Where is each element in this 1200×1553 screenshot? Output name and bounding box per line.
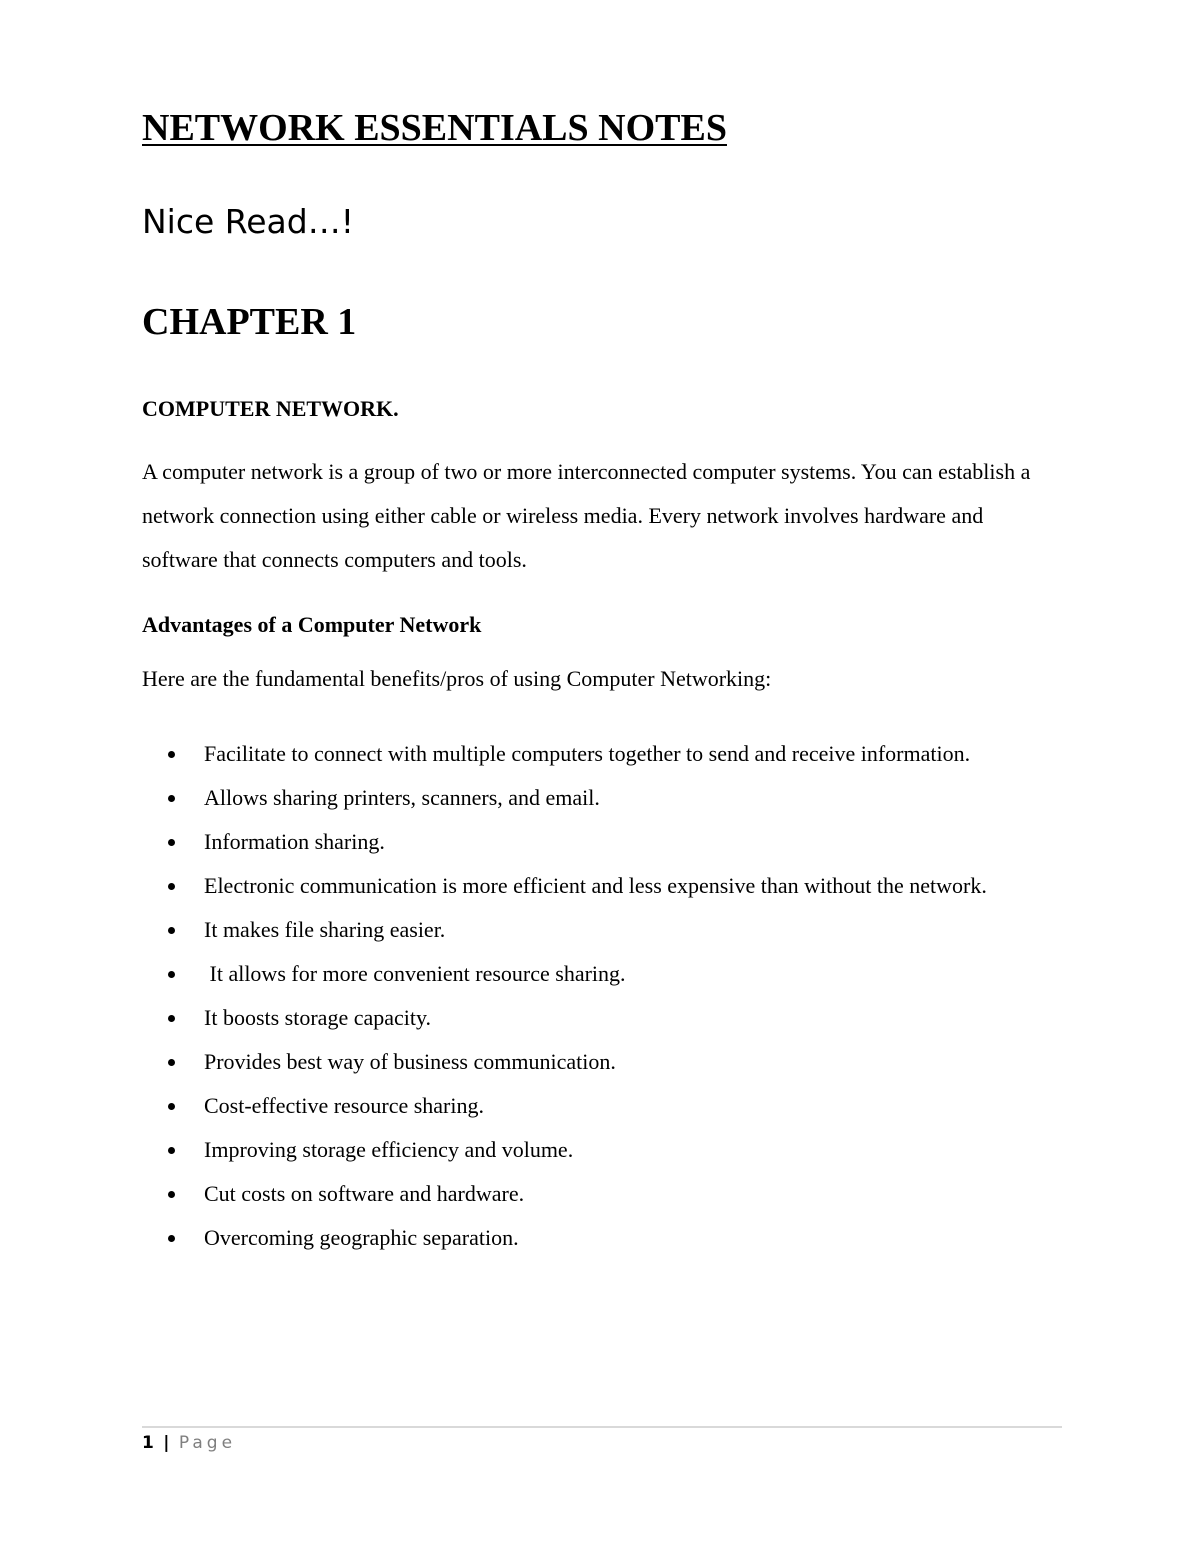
bullet-icon — [168, 795, 175, 802]
bullet-icon — [168, 971, 175, 978]
list-item — [0, 952, 1019, 996]
bullet-icon — [168, 1147, 175, 1154]
list-item-text: Overcoming geographic separation. — [204, 1225, 519, 1250]
list-item-text: Improving storage efficiency and volume. — [204, 1137, 574, 1162]
bullet-icon — [168, 839, 175, 846]
list-item — [0, 1128, 1019, 1172]
list-item-text: It boosts storage capacity. — [204, 1005, 432, 1030]
bullet-icon — [168, 927, 175, 934]
list-item — [0, 732, 1019, 776]
list-item-text: It allows for more convenient resource sharing. — [204, 961, 626, 986]
list-item-text: Cost-effective resource sharing. — [204, 1093, 484, 1118]
section-heading: COMPUTER NETWORK. — [142, 396, 399, 421]
bullet-icon — [168, 1191, 175, 1198]
tagline: Nice Read…! — [142, 202, 354, 241]
bullet-icon — [168, 1059, 175, 1066]
list-item — [0, 1216, 1019, 1260]
bullet-icon — [168, 1015, 175, 1022]
chapter-heading: CHAPTER 1 — [142, 301, 357, 343]
bullet-icon — [168, 883, 175, 890]
page-label: Page — [178, 1433, 237, 1453]
list-item — [0, 820, 1019, 864]
page-footer — [142, 1433, 236, 1453]
list-item-text: Electronic communication is more efficient and less expensive than without the network. — [204, 873, 987, 898]
list-item-text: Allows sharing printers, scanners, and email. — [204, 785, 600, 810]
list-item — [0, 996, 1019, 1040]
definition-paragraph: A computer network is a group of two or more interconnected computer systems. You can establish a network connection using either cable or wireless media. Every network involves hardware and software that connects computers and tools. — [142, 459, 1031, 572]
footer-divider — [142, 1426, 1062, 1428]
list-item — [0, 776, 1019, 820]
intro-paragraph: Here are the fundamental benefits/pros of using Computer Networking: — [142, 666, 772, 691]
list-item-text: Provides best way of business communication. — [204, 1049, 616, 1074]
bullet-icon — [168, 1103, 175, 1110]
list-item-text: Facilitate to connect with multiple computers together to send and receive information. — [204, 741, 971, 766]
bullet-icon — [168, 1235, 175, 1242]
list-item — [0, 908, 1019, 952]
page-number: 1 — [142, 1433, 154, 1453]
advantages-list — [0, 732, 1200, 1260]
list-item-text: Cut costs on software and hardware. — [204, 1181, 525, 1206]
footer-separator: | — [163, 1433, 170, 1453]
document-title: NETWORK ESSENTIALS NOTES — [142, 107, 727, 149]
list-item — [0, 1084, 1019, 1128]
list-item-text: Information sharing. — [204, 829, 385, 854]
list-item — [0, 864, 1019, 908]
bullet-icon — [168, 751, 175, 758]
list-item-text: It makes file sharing easier. — [204, 917, 446, 942]
subsection-heading: Advantages of a Computer Network — [142, 612, 482, 637]
list-item — [0, 1172, 1019, 1216]
list-item — [0, 1040, 1019, 1084]
